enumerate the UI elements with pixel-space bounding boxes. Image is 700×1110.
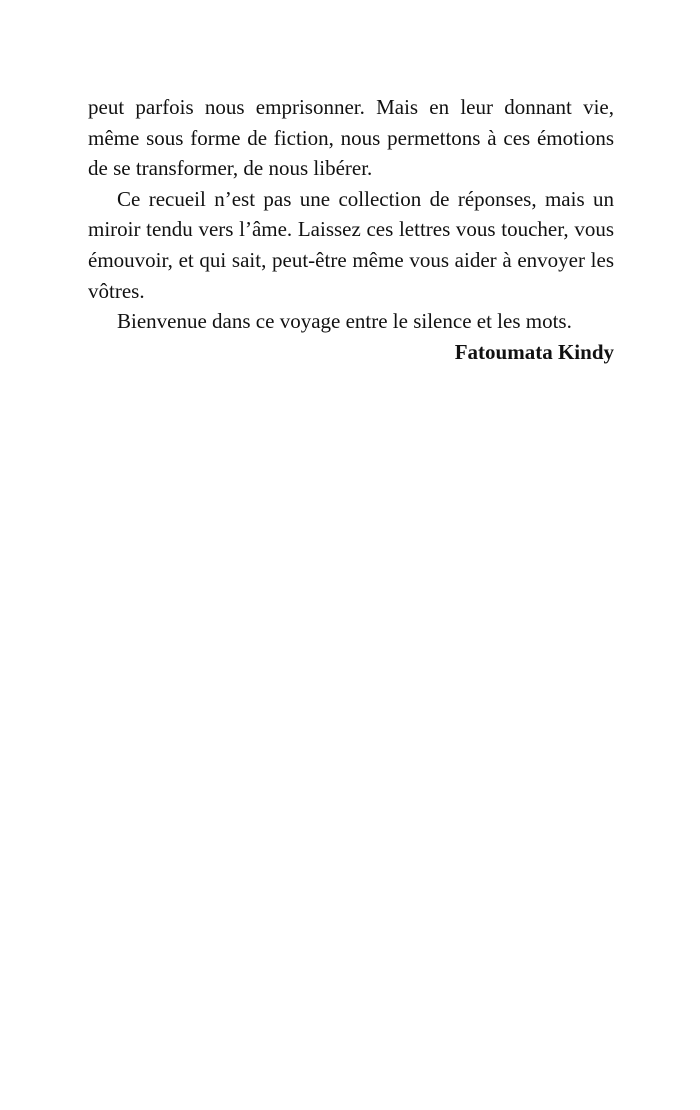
body-text bbox=[88, 92, 614, 367]
paragraph-3: Bienvenue dans ce voyage entre le silence et les mots. bbox=[117, 309, 572, 334]
author-signature: Fatoumata Kindy bbox=[454, 339, 614, 364]
paragraph-1: peut parfois nous emprisonner. Mais en leur donnant vie, même sous forme de fiction, nous permettons à ces émotions de se transformer, de nous libérer. bbox=[88, 95, 614, 181]
paragraph-2: Ce recueil n’est pas une collection de réponses, mais un miroir tendu vers l’âme. Laissez ces lettres vous toucher, vous émouvoir, et qui sait, peut-être même vous aider à envoyer les vôtres. bbox=[88, 186, 614, 303]
